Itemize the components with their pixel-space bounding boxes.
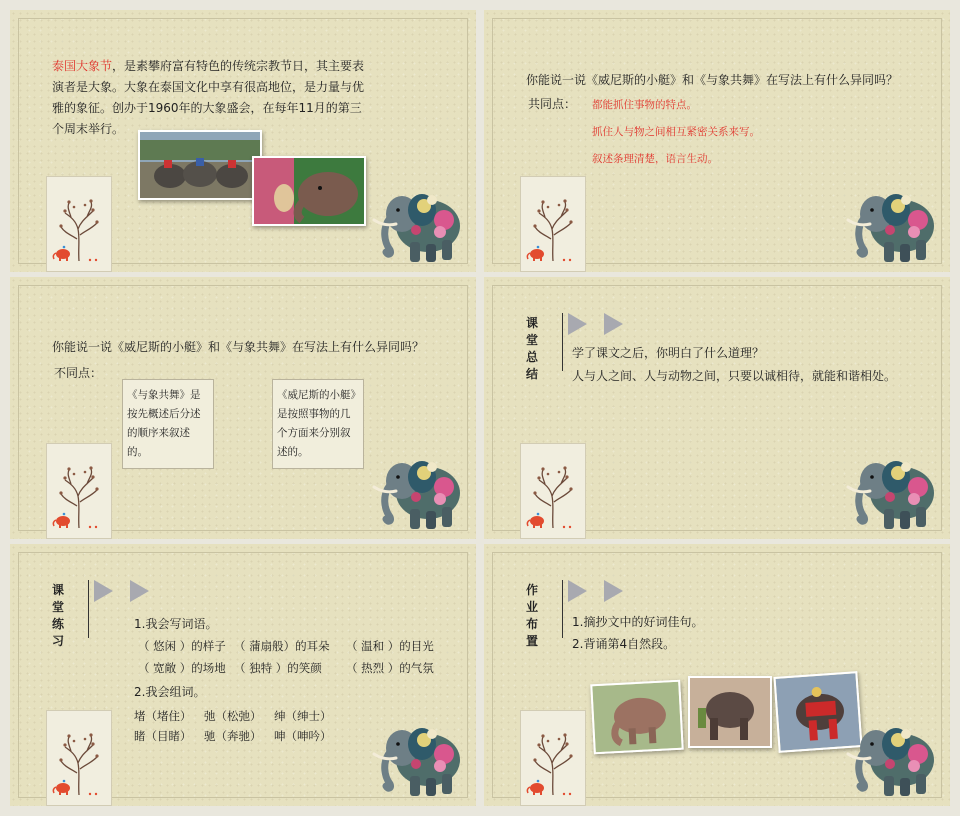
vocab-item: （ 热烈 ）的气氛: [346, 661, 434, 675]
festival-description: ，是素攀府富有特色的传统宗教节日，其主要表演者是大象。大象在泰国文化中享有很高地位，是力量与优雅的象征。创办于1960年的大象盛会，在每年11月的第三个周末举行。: [52, 59, 365, 136]
slide-homework[interactable]: [484, 544, 950, 806]
patterned-elephant-icon: [846, 447, 942, 533]
patterned-elephant-icon: [372, 714, 468, 800]
section-title: 课堂总结: [525, 316, 538, 381]
compound-item: 呻（呻吟）: [274, 729, 332, 743]
patterned-elephant-icon: [372, 447, 468, 533]
compound-item: 堵（堵住）: [134, 709, 192, 723]
exercise-1-heading: 1.我会写词语。: [134, 617, 218, 631]
differences-label: 不同点：: [54, 366, 103, 380]
section-title: 作业布置: [525, 583, 538, 648]
arrow-marker-icon: [94, 580, 113, 602]
arrow-marker-icon: [130, 580, 149, 602]
similarities-label: 共同点：: [528, 97, 577, 111]
tree-icon: [521, 711, 585, 805]
slide-similarities[interactable]: [484, 10, 950, 272]
tree-decoration-card: [520, 176, 586, 272]
patterned-elephant-icon: [846, 714, 942, 800]
compound-row-1: [134, 708, 332, 724]
elephant-photo-1: [590, 680, 684, 755]
similarity-point-1: 都能抓住事物的特点。: [592, 99, 697, 111]
section-title: 课堂练习: [51, 583, 64, 648]
homework-item-2: 2.背诵第4自然段。: [572, 637, 676, 651]
tree-decoration-card: [46, 176, 112, 272]
slide-differences[interactable]: [10, 277, 476, 539]
summary-answer: 人与人之间、人与动物之间，只要以诚相待，就能和谐相处。: [572, 369, 897, 383]
venice-boat-note: 《威尼斯的小艇》是按照事物的几个方面来分别叙述的。: [272, 379, 364, 469]
tree-icon: [521, 177, 585, 271]
arrow-marker-icon: [568, 580, 587, 602]
slide-elephant-festival[interactable]: [10, 10, 476, 272]
vocab-item: （ 温和 ）的目光: [346, 639, 434, 653]
question-text: 你能说一说《威尼斯的小艇》和《与象共舞》在写法上有什么异同吗？: [52, 340, 425, 354]
festival-highlight: 泰国大象节: [52, 59, 113, 73]
tree-decoration-card: [520, 710, 586, 806]
slide-class-practice[interactable]: [10, 544, 476, 806]
vocab-row-2: [138, 660, 434, 676]
title-divider: [562, 313, 563, 371]
tree-icon: [47, 711, 111, 805]
elephant-parade-photo: [138, 130, 262, 200]
compound-item: 驰（奔驰）: [204, 729, 262, 743]
slide-class-summary[interactable]: [484, 277, 950, 539]
dance-with-elephants-note: 《与象共舞》是按先概述后分述的顺序来叙述的。: [122, 379, 214, 469]
arrow-marker-icon: [604, 313, 623, 335]
summary-question: 学了课文之后，你明白了什么道理？: [572, 346, 765, 360]
vocab-item: （ 悠闲 ）的样子: [138, 639, 226, 653]
tree-decoration-card: [46, 710, 112, 806]
compound-item: 弛（松弛）: [204, 709, 262, 723]
title-divider: [88, 580, 89, 638]
compound-row-2: [134, 728, 332, 744]
festival-intro: [52, 56, 372, 140]
patterned-elephant-icon: [846, 180, 942, 266]
question-text: 你能说一说《威尼斯的小艇》和《与象共舞》在写法上有什么异同吗？: [526, 73, 899, 87]
tree-decoration-card: [520, 443, 586, 539]
arrow-marker-icon: [568, 313, 587, 335]
exercise-2-heading: 2.我会组词。: [134, 685, 206, 699]
vocab-item: （ 独特 ）的笑颜: [234, 661, 322, 675]
homework-item-1: 1.摘抄文中的好词佳句。: [572, 615, 704, 629]
compound-item: 睹（目睹）: [134, 729, 192, 743]
compound-item: 绅（绅士）: [274, 709, 332, 723]
tree-icon: [47, 444, 111, 538]
tree-icon: [521, 444, 585, 538]
vocab-row-1: [138, 638, 434, 654]
title-divider: [562, 580, 563, 638]
patterned-elephant-icon: [372, 180, 468, 266]
similarity-point-2: 抓住人与物之间相互紧密关系来写。: [592, 126, 760, 138]
vocab-item: （ 宽敞 ）的场地: [138, 661, 226, 675]
vocab-item: （ 蒲扇般）的耳朵: [234, 639, 330, 653]
tree-decoration-card: [46, 443, 112, 539]
arrow-marker-icon: [604, 580, 623, 602]
similarity-point-3: 叙述条理清楚，语言生动。: [592, 153, 718, 165]
tree-icon: [47, 177, 111, 271]
elephant-photo-2: [688, 676, 772, 748]
elephant-closeup-photo: [252, 156, 366, 226]
